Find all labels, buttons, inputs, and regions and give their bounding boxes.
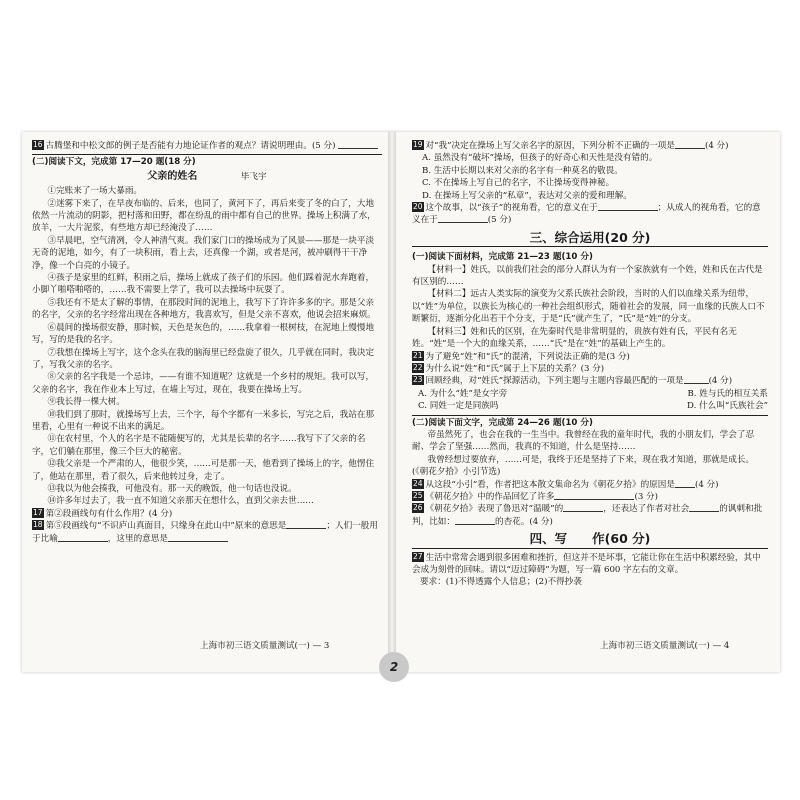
options-row bbox=[412, 388, 768, 400]
question-text-tail2: 的讽刺和批判，比如： bbox=[412, 504, 763, 527]
answer-blank[interactable] bbox=[58, 533, 108, 542]
question-text-tail3: 的杏花。(4 分) bbox=[494, 516, 553, 527]
question-text: 古腾堡和中松文郎的例子是否能有力地论证作者的观点？请说明理由。(5 分) bbox=[45, 141, 336, 151]
section-heading: (二)阅读下文，完成第 17—20 题(18 分) bbox=[32, 154, 382, 168]
question-score: (3 分) bbox=[634, 491, 658, 502]
question-number: 27 bbox=[413, 551, 423, 561]
right-page bbox=[412, 140, 768, 589]
question-21 bbox=[412, 351, 768, 363]
answer-blank[interactable] bbox=[438, 214, 488, 223]
answer-blank[interactable] bbox=[554, 491, 634, 500]
question-text: 为了避免“姓”和“氏”的混淆，下列说法正确的是(3 分) bbox=[425, 351, 630, 362]
answer-blank[interactable] bbox=[168, 533, 228, 542]
options-row bbox=[412, 400, 768, 412]
section-3-heading: 三、综合运用(20 分) bbox=[412, 232, 768, 247]
passage: 我曾经想过要放弃，……可是，我终于还是坚持了下来，现在我才知道，那就是成长。(《朝花夕拾》小引节选) bbox=[412, 454, 755, 478]
article-title-row bbox=[32, 171, 382, 183]
subsection-heading: (二)阅读下面文字，完成第 24—26 题(10 分) bbox=[412, 415, 768, 429]
question-text: 第⑤段画线句“不识庐山真面目，只缘身在此山中”原来的意思是 bbox=[45, 521, 287, 532]
option: C. 同姓一定是同族吗 bbox=[418, 401, 499, 412]
section-4-heading: 四、写 作(60 分) bbox=[412, 533, 768, 548]
answer-blank[interactable] bbox=[598, 202, 658, 211]
question-number: 19 bbox=[413, 140, 423, 149]
question-text-tail: ；从成人的视角看，它的意义在于 bbox=[412, 203, 761, 226]
option: A. 虽然没有“破坏”操场，但孩子的好奇心和天性是没有错的。 bbox=[422, 153, 658, 164]
option: D. 在操场上写父亲的“私章”，表达对父亲的爱和理解。 bbox=[422, 190, 632, 201]
paragraph: ⑦我想在操场上写字，这个念头在我的脑海里已经盘旋了很久，几乎就在同时，我决定了，写我父亲的名字。 bbox=[32, 347, 375, 370]
question-number: 22 bbox=[413, 362, 423, 372]
paragraph: ⑫我父亲是一个严肃的人，他很少笑，……可是那一天，他看到了操场上的字，他愣住了，他站在那里，看了很久，后来他转过身，走了。 bbox=[32, 459, 375, 482]
question-number: 24 bbox=[413, 478, 423, 488]
question-number: 23 bbox=[413, 375, 423, 385]
option: A. 为什么“姓”是女字旁 bbox=[418, 388, 508, 399]
paragraph: ⑪在农村里，个人的名字是不能随便写的，尤其是长辈的名字……我写下了父亲的名字，它们躺在那里，像三个巨大的秘密。 bbox=[32, 434, 366, 457]
question-text: 回顾经典，对“姓氏”探源活动，下列主题与主题内容最匹配的一项是 bbox=[425, 376, 684, 387]
paragraph: ⑨我长得一棵大树。 bbox=[47, 397, 125, 408]
paragraph: ⑩我们到了那时，就操场写上去，三个字，每个字都有一米多长，写完之后，我站在那里看，心里有一种说不出来的满足。 bbox=[32, 409, 375, 432]
question-score: (4 分) bbox=[704, 141, 729, 151]
question-number: 20 bbox=[413, 202, 423, 212]
question-number: 17 bbox=[33, 507, 43, 517]
question-22 bbox=[412, 363, 768, 375]
right-page-footer: 上海市初三语文质量测试(一) — 4 bbox=[600, 641, 730, 651]
article-title: 父亲的姓名 bbox=[147, 170, 198, 182]
passage: 帝虽然死了，也会在我的一生当中。我曾经在我的童年时代，我的小朋友们，学会了忍耐、学会了坚强……然而，我真的不知道，什么是坚持…… bbox=[412, 429, 755, 453]
answer-blank[interactable] bbox=[286, 520, 326, 529]
question-text: 为什么说“姓”和“氏”属于上下层的关系？(3 分) bbox=[425, 363, 605, 374]
question-score: (4 分) bbox=[694, 479, 719, 490]
question-score: (5 分) bbox=[487, 215, 512, 226]
paragraph: ⑤我还有不是太了解的事情，在那段时间的泥地上，我写下了许许多多的字。那是父亲的名字，父亲的名字经常出现在各种地方，我喜欢写，但是父亲不喜欢，他说会招来麻烦。 bbox=[32, 297, 376, 321]
paragraph: ⑧父亲的名字我是一个忌讳，——有谁不知道呢？这就是一个乡村的规矩。我可以写，父亲的名字，我在作业本上写过，在墙上写过，现在，我要在操场上写。 bbox=[32, 372, 375, 395]
paragraph: ①完账来了一场大暴雨。 bbox=[47, 186, 143, 197]
article-author: 毕飞宇 bbox=[240, 171, 267, 182]
paragraph: ②迷雾下来了，在早夜布临的、后来，也同了，黄河下了，再后来变了冬的白了，大地依然一片流动的阴影，把村落和田野，都在纷乱的雨中都有自己的世界。操场上积满了水，放羊，一大片泥浆，有些地方却已经淹没了…… bbox=[32, 198, 376, 234]
answer-blank[interactable] bbox=[689, 503, 719, 512]
question-text: 第②段画线句有什么作用？(4 分) bbox=[45, 508, 173, 519]
question-20 bbox=[412, 202, 768, 227]
question-26 bbox=[412, 503, 768, 528]
option: D. 什么叫“氏族社会” bbox=[687, 401, 768, 412]
question-text: 从这段“小引”看，作者把这本散文集命名为《朝花夕拾》的原因是 bbox=[425, 479, 675, 490]
article-body bbox=[32, 185, 382, 508]
question-number: 18 bbox=[33, 520, 43, 530]
question-23 bbox=[412, 375, 768, 387]
paragraph: ③早晨吧，空气清冽，令人神清气爽。我们家门口的操场成为了风景——那是一块平淡无奇的泥地，如今，有了一块积雨，看上去，还真像一个湖，或者是河，被冲刷得干干净净，像一个白亮的小镜子。 bbox=[32, 235, 375, 271]
question-16 bbox=[32, 140, 382, 152]
question-score: (4 分) bbox=[708, 376, 733, 387]
page-number-badge: 2 bbox=[379, 652, 409, 682]
question-number: 26 bbox=[413, 503, 423, 513]
material-2: 【材料二】远古人类实际的演变为父系氏族社会阶段，当时的人们以血缘关系为纽带，以“姓”为单位，以族长为核心的一种社会组织形式，随着社会的发展，同一血缘的氏族人口不断繁衍，逐渐分化出若干个分支，于是“氏”就产生了，“氏”是“姓”的分支。 bbox=[412, 289, 765, 325]
option: C. 不在操场上写自己的名字，不让操场变得神秘。 bbox=[422, 178, 615, 189]
answer-blank[interactable] bbox=[675, 479, 695, 488]
question-number: 25 bbox=[413, 490, 423, 500]
question-17 bbox=[32, 508, 382, 520]
option: B. 生活中长期以来对父亲的名字有一种莫名的敬畏。 bbox=[422, 165, 623, 176]
question-number: 21 bbox=[413, 350, 423, 360]
booklet-gutter bbox=[388, 132, 396, 672]
question-27 bbox=[412, 552, 768, 577]
question-text: 这个故事，以“孩子”的视角看，它的意义在于 bbox=[425, 203, 598, 214]
question-text: 生活中常常会遇到很多困难和挫折，但这并不是坏事，它能让你在生活中积累经验，其中会成为刻骨的回味。请以“迈过障碍”为题，写一篇 600 字左右的文章。 bbox=[412, 552, 761, 575]
question-19 bbox=[412, 140, 768, 152]
answer-blank[interactable] bbox=[675, 140, 705, 149]
paragraph: ④孩子是家里的红鲜，积雨之后，操场上就成了孩子们的乐园。他们踩着泥水奔跑着，小脚丫啪嗒啪嗒的，……我不需要上学了，我可以去操场中玩耍了。 bbox=[32, 273, 375, 296]
left-page-footer: 上海市初三语文质量测试(一) — 3 bbox=[200, 641, 330, 651]
answer-blank[interactable] bbox=[338, 140, 378, 149]
essay-requirements: 要求：(1)不得透露个人信息；(2)不得抄袭 bbox=[420, 577, 582, 588]
answer-blank[interactable] bbox=[563, 503, 603, 512]
paragraph: ⑬我以为他会揍我，可他没有。那一天的晚饭，他一句话也没说。 bbox=[47, 483, 297, 494]
question-24 bbox=[412, 479, 768, 491]
paragraph: ⑭许多年过去了，我一直不知道父亲那天在想什么，直到父亲去世…… bbox=[47, 496, 314, 507]
option: B. 姓与氏的相互关系 bbox=[687, 388, 768, 399]
question-text-tail2: ，这里的意思是 bbox=[107, 533, 168, 544]
material-1: 【材料一】姓氏，以前我们社会的部分人群认为有一个家族就有一个姓，姓和氏在古代是有区别的…… bbox=[412, 264, 763, 288]
material-3: 【材料三】姓和氏的区别，在先秦时代是非常明显的，贵族有姓有氏，平民有名无姓。“姓”是一个大的血缘关系，……“氏”是在“姓”的基础上产生的。 bbox=[412, 326, 737, 350]
question-number: 16 bbox=[33, 140, 43, 149]
answer-blank[interactable] bbox=[455, 516, 495, 525]
question-text: 《朝花夕拾》表现了鲁迅对“温暖”的 bbox=[425, 504, 564, 515]
question-text: 对“我”决定在操场上写父亲名字的原因，下列分析不正确的一项是 bbox=[425, 141, 675, 151]
question-18 bbox=[32, 520, 382, 545]
left-page bbox=[32, 140, 382, 545]
answer-blank[interactable] bbox=[684, 375, 709, 384]
question-text: 《朝花夕拾》中的作品回忆了许多 bbox=[425, 491, 555, 502]
question-text-tail: ；人们一般用于比喻 bbox=[32, 521, 378, 544]
paragraph: ⑥晨间的操场很安静，那时候，天色是灰色的，……我拿着一根树枝，在泥地上慢慢地写，写的是我的名字。 bbox=[32, 322, 375, 346]
subsection-heading: (一)阅读下面材料，完成第 21—23 题(10 分) bbox=[412, 252, 593, 263]
question-25 bbox=[412, 491, 768, 503]
question-text-tail: ，还表达了作者对社会 bbox=[603, 504, 690, 515]
